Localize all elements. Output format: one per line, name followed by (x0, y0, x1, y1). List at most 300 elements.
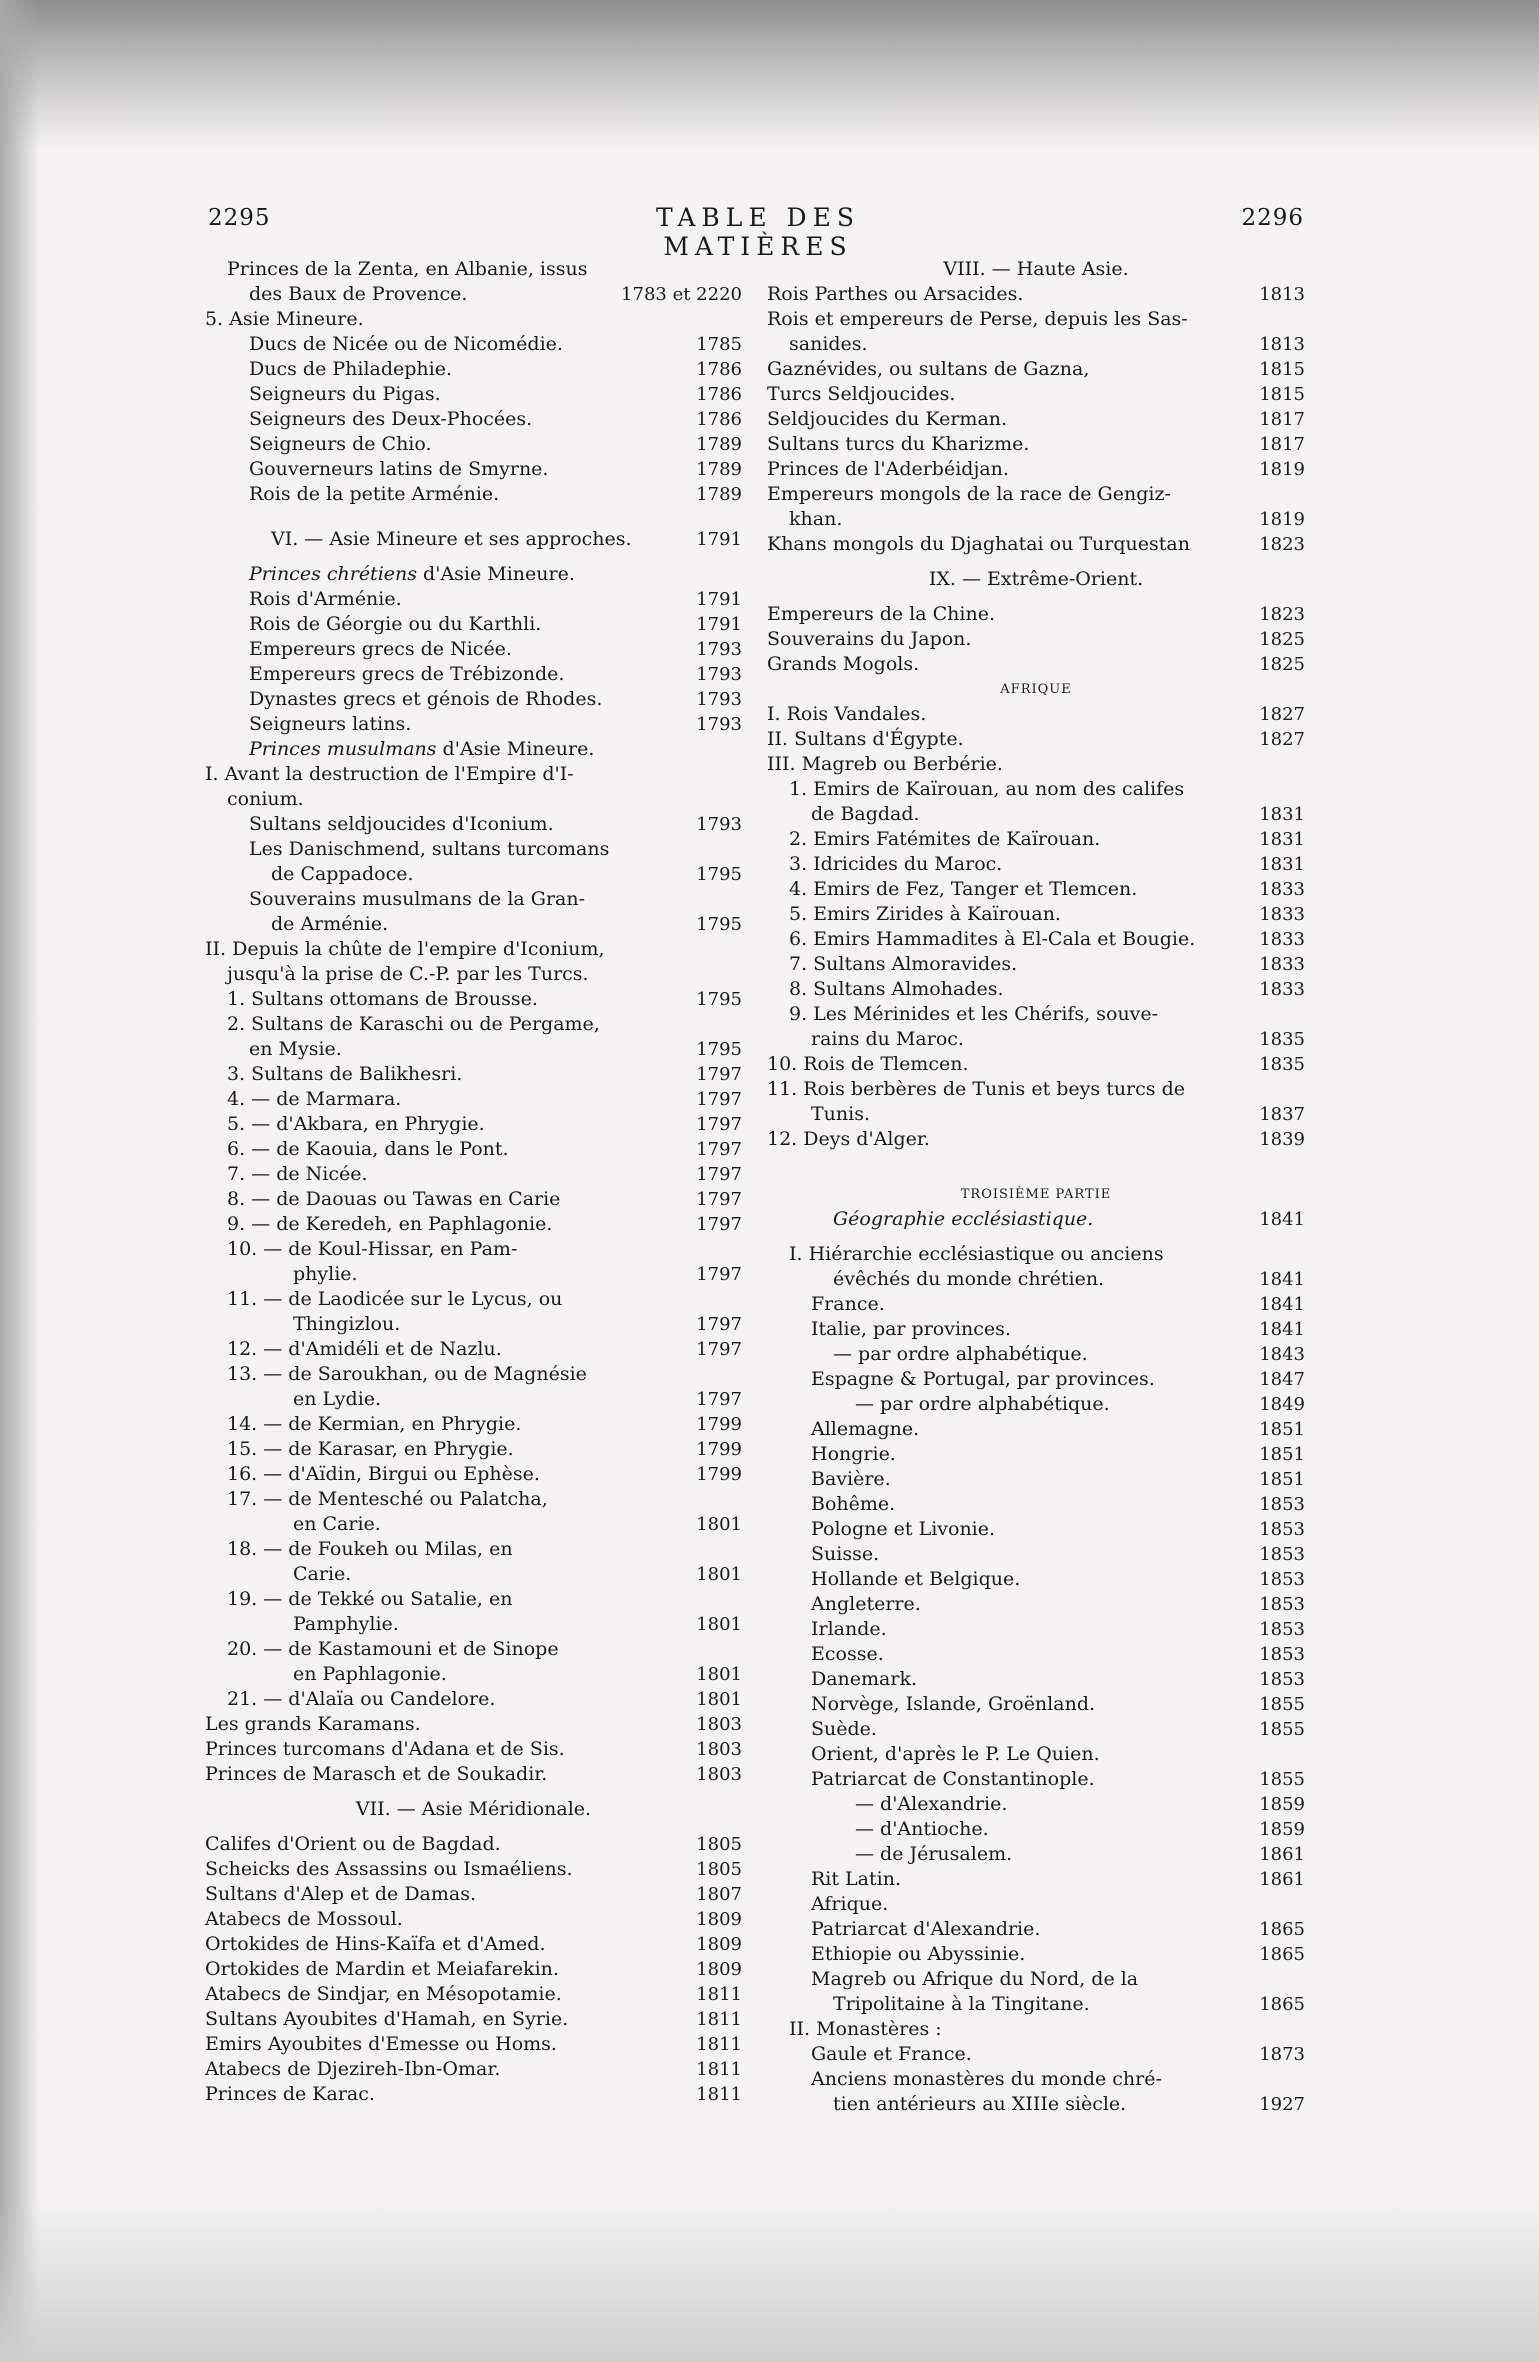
toc-entry (205, 1462, 742, 1487)
toc-entry-page: 1793 (696, 689, 742, 710)
section-heading: VII. — Asie Méridionale. (355, 1798, 592, 1820)
toc-entry-title: de Arménie. (271, 913, 389, 935)
toc-entry (205, 1062, 742, 1087)
toc-entry-page: 1927 (1259, 2094, 1305, 2115)
toc-entry-page: 1843 (1259, 1344, 1305, 1365)
toc-entry-page: 1797 (696, 1139, 742, 1160)
toc-entry-page: 1841 (1259, 1209, 1305, 1230)
toc-entry-title: Thingizlou. (293, 1313, 401, 1335)
toc-entry (205, 1012, 742, 1037)
toc-entry-page: 1859 (1259, 1819, 1305, 1840)
toc-entry-page: 1873 (1259, 2044, 1305, 2065)
toc-entry (205, 1162, 742, 1187)
toc-entry-title: Gouverneurs latins de Smyrne. (249, 458, 549, 480)
toc-entry-title: 1. Emirs de Kaïrouan, au nom des califes (789, 778, 1185, 800)
toc-entry-title: 13. — de Saroukhan, ou de Magnésie (227, 1363, 587, 1385)
toc-entry (205, 837, 742, 862)
toc-entry-page: 1811 (696, 2059, 742, 2080)
toc-entry-title: 20. — de Kastamouni et de Sinope (227, 1638, 559, 1660)
toc-entry-title: II. Depuis la chûte de l'empire d'Iconium, (205, 938, 605, 960)
toc-entry-page: 1865 (1259, 1919, 1305, 1940)
toc-entry-title: Rois d'Arménie. (249, 588, 402, 610)
toc-entry-title: Bohême. (811, 1493, 896, 1515)
toc-entry (205, 357, 742, 382)
toc-entry-page: 1853 (1259, 1494, 1305, 1515)
toc-entry-title: Ducs de Philadephie. (249, 358, 453, 380)
toc-entry-page: 1817 (1259, 409, 1305, 430)
toc-entry (767, 1517, 1305, 1542)
toc-entry (205, 1362, 742, 1387)
toc-entry (767, 702, 1305, 727)
toc-entry-title: 14. — de Kermian, en Phrygie. (227, 1413, 522, 1435)
toc-entry-title: Atabecs de Sindjar, en Mésopotamie. (205, 1983, 562, 2005)
toc-entry-page: 1859 (1259, 1794, 1305, 1815)
toc-entry-page: 1797 (696, 1314, 742, 1335)
toc-entry-page: 1793 (696, 814, 742, 835)
toc-entry-title: 15. — de Karasar, en Phrygie. (227, 1438, 514, 1460)
toc-entry-page: 1791 (696, 614, 742, 635)
toc-entry (767, 1002, 1305, 1027)
toc-entry-page: 1795 (696, 864, 742, 885)
toc-entry (767, 1052, 1305, 1077)
toc-entry (205, 1932, 742, 1957)
toc-entry-page: 1797 (696, 1089, 742, 1110)
toc-entry-title: Irlande. (811, 1618, 887, 1640)
toc-entry (767, 1492, 1305, 1517)
toc-entry-page: 1807 (696, 1884, 742, 1905)
toc-entry-page: 1855 (1259, 1694, 1305, 1715)
toc-entry-title: Hongrie. (811, 1443, 896, 1465)
toc-entry-page: 1797 (696, 1114, 742, 1135)
toc-entry-title: 4. — de Marmara. (227, 1088, 402, 1110)
toc-entry (767, 307, 1305, 332)
toc-entry-page: 1801 (696, 1689, 742, 1710)
toc-entry (205, 787, 742, 812)
toc-entry (767, 1617, 1305, 1642)
toc-entry-title: 3. Sultans de Balikhesri. (227, 1063, 463, 1085)
toc-entry-page: 1833 (1259, 879, 1305, 900)
toc-entry-page: 1823 (1259, 604, 1305, 625)
toc-entry-page: 1805 (696, 1834, 742, 1855)
toc-entry-page: 1793 (696, 639, 742, 660)
toc-entry-title: 21. — d'Alaïa ou Candelore. (227, 1688, 496, 1710)
toc-entry-page: 1795 (696, 989, 742, 1010)
toc-entry-title: — de Jérusalem. (855, 1843, 1013, 1865)
toc-entry-title: Souverains du Japon. (767, 628, 972, 650)
toc-entry-title: khan. (789, 508, 843, 530)
spacer (205, 1822, 742, 1832)
toc-entry-title: Angleterre. (811, 1593, 921, 1615)
toc-entry-title: Princes de Marasch et de Soukadir. (205, 1763, 548, 1785)
toc-entry-title: III. Magreb ou Berbérie. (767, 753, 1003, 775)
toc-entry (205, 432, 742, 457)
toc-entry-page: 1841 (1259, 1319, 1305, 1340)
toc-entry (205, 307, 742, 332)
toc-entry-title: Italie, par provinces. (811, 1318, 1011, 1340)
toc-entry-page: 1853 (1259, 1669, 1305, 1690)
toc-entry (767, 627, 1305, 652)
toc-entry-page: 1833 (1259, 904, 1305, 925)
toc-entry (205, 1982, 742, 2007)
section-heading: AFRIQUE (1000, 682, 1072, 697)
toc-entry (767, 1817, 1305, 1842)
toc-entry-title: Les Danischmend, sultans turcomans (249, 838, 610, 860)
scan-top-shadow (0, 0, 1539, 150)
toc-entry-title: 6. Emirs Hammadites à El-Cala et Bougie. (789, 928, 1196, 950)
toc-entry-title: Empereurs de la Chine. (767, 603, 995, 625)
toc-entry-title: Seigneurs latins. (249, 713, 412, 735)
toc-entry-title: 9. Les Mérinides et les Chérifs, souve- (789, 1003, 1159, 1025)
toc-entry-title: 5. Emirs Zirides à Kaïrouan. (789, 903, 1061, 925)
toc-entry (767, 1267, 1305, 1292)
toc-entry-title: 19. — de Tekké ou Satalie, en (227, 1588, 513, 1610)
toc-entry (205, 1882, 742, 1907)
toc-entry-title: — d'Alexandrie. (855, 1793, 1008, 1815)
toc-entry (205, 562, 742, 587)
toc-entry-page: 1799 (696, 1464, 742, 1485)
toc-entry-page: 1865 (1259, 1944, 1305, 1965)
toc-entry-title: — par ordre alphabétique. (833, 1343, 1088, 1365)
toc-entry (205, 1187, 742, 1212)
toc-entry (767, 1917, 1305, 1942)
toc-entry (205, 712, 742, 737)
toc-entry-title: 7. — de Nicée. (227, 1163, 368, 1185)
toc-entry (205, 1737, 742, 1762)
toc-entry (767, 1127, 1305, 1152)
toc-entry-title: VI. — Asie Mineure et ses approches. (271, 528, 632, 550)
toc-entry-title: Atabecs de Mossoul. (205, 1908, 403, 1930)
toc-entry-title: rains du Maroc. (811, 1028, 964, 1050)
toc-entry (767, 1077, 1305, 1102)
toc-entry-page: 1827 (1259, 729, 1305, 750)
toc-entry-title: 1. Sultans ottomans de Brousse. (227, 988, 538, 1010)
toc-entry-title: en Carie. (293, 1513, 381, 1535)
toc-entry-title: 9. — de Keredeh, en Paphlagonie. (227, 1213, 553, 1235)
toc-entry (767, 1342, 1305, 1367)
toc-entry-page: 1833 (1259, 979, 1305, 1000)
toc-entry-title: — d'Antioche. (855, 1818, 989, 1840)
toc-entry (767, 1567, 1305, 1592)
toc-entry-page: 1815 (1259, 384, 1305, 405)
toc-entry (767, 1717, 1305, 1742)
toc-entry-title: 7. Sultans Almoravides. (789, 953, 1018, 975)
toc-entry-page: 1795 (696, 1039, 742, 1060)
toc-entry-page: 1835 (1259, 1054, 1305, 1075)
toc-entry (767, 282, 1305, 307)
toc-entry (205, 1337, 742, 1362)
toc-entry (767, 507, 1305, 532)
toc-entry-title: 10. — de Koul-Hissar, en Pam- (227, 1238, 518, 1260)
toc-entry (767, 457, 1305, 482)
toc-entry (767, 2042, 1305, 2067)
toc-entry (205, 1537, 742, 1562)
toc-entry-title: tien antérieurs au XIIIe siècle. (833, 2093, 1127, 2115)
toc-entry-page: 1801 (696, 1514, 742, 1535)
toc-entry (205, 1037, 742, 1062)
toc-entry-title: 16. — d'Aïdin, Birgui ou Ephèse. (227, 1463, 540, 1485)
toc-entry (205, 1957, 742, 1982)
toc-entry-title: Sultans seldjoucides d'Iconium. (249, 813, 554, 835)
toc-entry (767, 432, 1305, 457)
toc-entry-page: 1853 (1259, 1519, 1305, 1540)
spacer (767, 1232, 1305, 1242)
toc-entry-title: Princes de l'Aderbéidjan. (767, 458, 1009, 480)
toc-entry-page: 1799 (696, 1439, 742, 1460)
toc-entry-page: 1813 (1259, 284, 1305, 305)
toc-entry (205, 407, 742, 432)
toc-entry-page: 1839 (1259, 1129, 1305, 1150)
toc-entry (767, 1417, 1305, 1442)
toc-entry-page: 1841 (1259, 1269, 1305, 1290)
toc-entry (205, 612, 742, 637)
toc-entry (205, 1287, 742, 1312)
toc-entry (767, 827, 1305, 852)
toc-entry (205, 662, 742, 687)
toc-entry (767, 1467, 1305, 1492)
toc-entry-page: 1855 (1259, 1719, 1305, 1740)
toc-entry-title: Géographie ecclésiastique. (833, 1208, 1094, 1230)
toc-entry (205, 1087, 742, 1112)
toc-entry-page: 1786 (696, 359, 742, 380)
toc-entry (205, 1662, 742, 1687)
toc-entry-page: 1797 (696, 1164, 742, 1185)
toc-entry-title: Afrique. (811, 1893, 889, 1915)
toc-entry (205, 382, 742, 407)
toc-entry (767, 357, 1305, 382)
toc-entry-page: 1831 (1259, 829, 1305, 850)
toc-entry (205, 257, 742, 282)
toc-entry (205, 482, 742, 507)
toc-entry-title: Califes d'Orient ou de Bagdad. (205, 1833, 501, 1855)
toc-entry-page: 1797 (696, 1064, 742, 1085)
toc-entry (767, 1692, 1305, 1717)
toc-entry-title: Rois de Géorgie ou du Karthli. (249, 613, 542, 635)
toc-entry (205, 1437, 742, 1462)
toc-entry (767, 752, 1305, 777)
toc-entry (767, 1442, 1305, 1467)
toc-entry-title: Empereurs grecs de Trébizonde. (249, 663, 565, 685)
toc-entry (767, 2092, 1305, 2117)
toc-entry-title: Sultans turcs du Kharizme. (767, 433, 1030, 455)
toc-entry (767, 1392, 1305, 1417)
toc-entry-title: I. Avant la destruction de l'Empire d'I- (205, 763, 574, 785)
toc-entry-title: 4. Emirs de Fez, Tanger et Tlemcen. (789, 878, 1138, 900)
toc-entry (767, 2067, 1305, 2092)
toc-entry-title: — par ordre alphabétique. (855, 1393, 1110, 1415)
toc-entry-title: en Paphlagonie. (293, 1663, 447, 1685)
toc-entry (767, 652, 1305, 677)
toc-entry (205, 1712, 742, 1737)
toc-entry (205, 1112, 742, 1137)
toc-entry (767, 1667, 1305, 1692)
toc-entry-page: 1851 (1259, 1469, 1305, 1490)
toc-entry-page: 1811 (696, 2034, 742, 2055)
scan-left-shadow (0, 0, 40, 2362)
left-page-number: 2295 (208, 205, 271, 231)
spacer (205, 552, 742, 562)
toc-entry-page: 1835 (1259, 1029, 1305, 1050)
toc-entry (767, 1742, 1305, 1767)
toc-entry-title: I. Rois Vandales. (767, 703, 927, 725)
toc-entry (767, 1892, 1305, 1917)
spacer (205, 1787, 742, 1797)
toc-entry-title: Turcs Seldjoucides. (767, 383, 956, 405)
toc-entry-title: Empereurs grecs de Nicée. (249, 638, 512, 660)
toc-entry-page: 1793 (696, 664, 742, 685)
toc-entry-page: 1789 (696, 434, 742, 455)
left-column (205, 257, 742, 2107)
toc-entry-title: Grands Mogols. (767, 653, 920, 675)
toc-entry (767, 1992, 1305, 2017)
toc-entry-title: 8. — de Daouas ou Tawas en Carie (227, 1188, 561, 1210)
toc-entry-title: Rois et empereurs de Perse, depuis les Sas- (767, 308, 1188, 330)
toc-entry (205, 527, 742, 552)
toc-entry-page: 1831 (1259, 854, 1305, 875)
toc-entry-page: 1785 (696, 334, 742, 355)
toc-entry-page: 1797 (696, 1214, 742, 1235)
toc-entry-page: 1803 (696, 1764, 742, 1785)
toc-entry (205, 1212, 742, 1237)
toc-entry-page: 1853 (1259, 1594, 1305, 1615)
toc-entry (205, 457, 742, 482)
toc-entry-page: 1809 (696, 1909, 742, 1930)
toc-entry-title: Pamphylie. (293, 1613, 399, 1635)
toc-entry (205, 912, 742, 937)
toc-entry (205, 812, 742, 837)
toc-entry (767, 1242, 1305, 1267)
toc-entry-page: 1853 (1259, 1619, 1305, 1640)
toc-entry-title: Patriarcat d'Alexandrie. (811, 1918, 1041, 1940)
toc-entry-page: 1801 (696, 1564, 742, 1585)
toc-entry-title: Scheicks des Assassins ou Ismaéliens. (205, 1858, 573, 1880)
toc-entry (205, 637, 742, 662)
toc-entry-title: 12. Deys d'Alger. (767, 1128, 930, 1150)
toc-entry-page: 1799 (696, 1414, 742, 1435)
toc-entry-title: Dynastes grecs et génois de Rhodes. (249, 688, 603, 710)
toc-entry (205, 1907, 742, 1932)
toc-entry (767, 802, 1305, 827)
toc-entry-page: 1837 (1259, 1104, 1305, 1125)
toc-entry (205, 332, 742, 357)
toc-entry (767, 1292, 1305, 1317)
toc-entry-title: Orient, d'après le P. Le Quien. (811, 1743, 1100, 1765)
toc-entry-page: 1855 (1259, 1769, 1305, 1790)
toc-entry-title: Magreb ou Afrique du Nord, de la (811, 1968, 1139, 1990)
toc-entry-title: Emirs Ayoubites d'Emesse ou Homs. (205, 2033, 557, 2055)
toc-entry-page: 1849 (1259, 1394, 1305, 1415)
toc-entry-page: 1809 (696, 1934, 742, 1955)
toc-entry-title: Souverains musulmans de la Gran- (249, 888, 586, 910)
toc-entry-page: 1865 (1259, 1994, 1305, 2015)
toc-entry (205, 282, 742, 307)
toc-entry-page: 1797 (696, 1339, 742, 1360)
spacer (205, 507, 742, 527)
toc-entry-title: Sultans d'Alep et de Damas. (205, 1883, 477, 1905)
toc-entry (767, 332, 1305, 357)
toc-entry-page: 1813 (1259, 334, 1305, 355)
toc-entry-title: Danemark. (811, 1668, 918, 1690)
toc-entry (767, 1102, 1305, 1127)
toc-entry (767, 1642, 1305, 1667)
toc-entry (767, 1767, 1305, 1792)
toc-entry-title: Les grands Karamans. (205, 1713, 421, 1735)
toc-entry-title: Princes chrétiens d'Asie Mineure. (249, 563, 575, 585)
toc-entry (767, 902, 1305, 927)
toc-entry-title: 5. Asie Mineure. (205, 308, 364, 330)
toc-entry-title: Ortokides de Hins-Kaïfa et d'Amed. (205, 1933, 546, 1955)
toc-entry-title: Rois de la petite Arménie. (249, 483, 500, 505)
toc-entry-title: Espagne & Portugal, par provinces. (811, 1368, 1155, 1390)
toc-entry (767, 407, 1305, 432)
toc-entry-page: 1803 (696, 1739, 742, 1760)
toc-entry-page: 1833 (1259, 929, 1305, 950)
toc-entry (767, 1367, 1305, 1392)
toc-entry-page: 1851 (1259, 1444, 1305, 1465)
toc-entry-page: 1797 (696, 1389, 742, 1410)
toc-entry-title: Gaznévides, ou sultans de Gazna, (767, 358, 1090, 380)
toc-entry-page: 1817 (1259, 434, 1305, 455)
toc-entry-title: 11. — de Laodicée sur le Lycus, ou (227, 1288, 563, 1310)
toc-entry (767, 532, 1305, 557)
toc-entry-page: 1841 (1259, 1294, 1305, 1315)
toc-entry-title: I. Hiérarchie ecclésiastique ou anciens (789, 1243, 1164, 1265)
toc-entry-title: 12. — d'Amidéli et de Nazlu. (227, 1338, 502, 1360)
toc-entry-title: 8. Sultans Almohades. (789, 978, 1004, 1000)
toc-entry-page: 1801 (696, 1664, 742, 1685)
toc-entry-page: 1791 (696, 589, 742, 610)
toc-entry (205, 1832, 742, 1857)
toc-entry-page: 1795 (696, 914, 742, 935)
toc-entry-title: 6. — de Kaouia, dans le Pont. (227, 1138, 509, 1160)
section-heading: IX. — Extrême-Orient. (928, 568, 1144, 590)
toc-entry-title: Ortokides de Mardin et Meiafarekin. (205, 1958, 559, 1980)
toc-entry-title: Seigneurs du Pigas. (249, 383, 441, 405)
toc-entry (205, 1412, 742, 1437)
toc-entry-page: 1823 (1259, 534, 1305, 555)
toc-entry-page: 1809 (696, 1959, 742, 1980)
toc-entry (767, 952, 1305, 977)
toc-entry (205, 1587, 742, 1612)
toc-entry (205, 2032, 742, 2057)
toc-entry (205, 1237, 742, 1262)
toc-entry-page: 1853 (1259, 1544, 1305, 1565)
toc-entry (205, 687, 742, 712)
toc-entry-title: conium. (227, 788, 304, 810)
toc-entry (205, 1262, 742, 1287)
toc-entry (205, 2007, 742, 2032)
toc-entry-title: des Baux de Provence. (249, 283, 468, 305)
toc-entry-title: Seldjoucides du Kerman. (767, 408, 1008, 430)
toc-entry-title: 10. Rois de Tlemcen. (767, 1053, 969, 1075)
toc-entry-page: 1819 (1259, 459, 1305, 480)
toc-entry (767, 1867, 1305, 1892)
right-column (767, 257, 1305, 2117)
toc-entry-title: Sultans Ayoubites d'Hamah, en Syrie. (205, 2008, 569, 2030)
toc-entry (205, 587, 742, 612)
toc-entry-title: en Lydie. (293, 1388, 382, 1410)
toc-entry-page: 1811 (696, 2084, 742, 2105)
toc-entry (767, 1207, 1305, 1232)
toc-entry-page: 1815 (1259, 359, 1305, 380)
scan-bottom-shadow (0, 2202, 1539, 2362)
toc-entry (205, 1387, 742, 1412)
toc-entry-page: 1801 (696, 1614, 742, 1635)
toc-entry (767, 482, 1305, 507)
toc-entry-title: 17. — de Mentesché ou Palatcha, (227, 1488, 548, 1510)
toc-entry-title: 2. Emirs Fatémites de Kaïrouan. (789, 828, 1101, 850)
toc-entry (205, 1512, 742, 1537)
toc-entry-title: Norvège, Islande, Groënland. (811, 1693, 1096, 1715)
